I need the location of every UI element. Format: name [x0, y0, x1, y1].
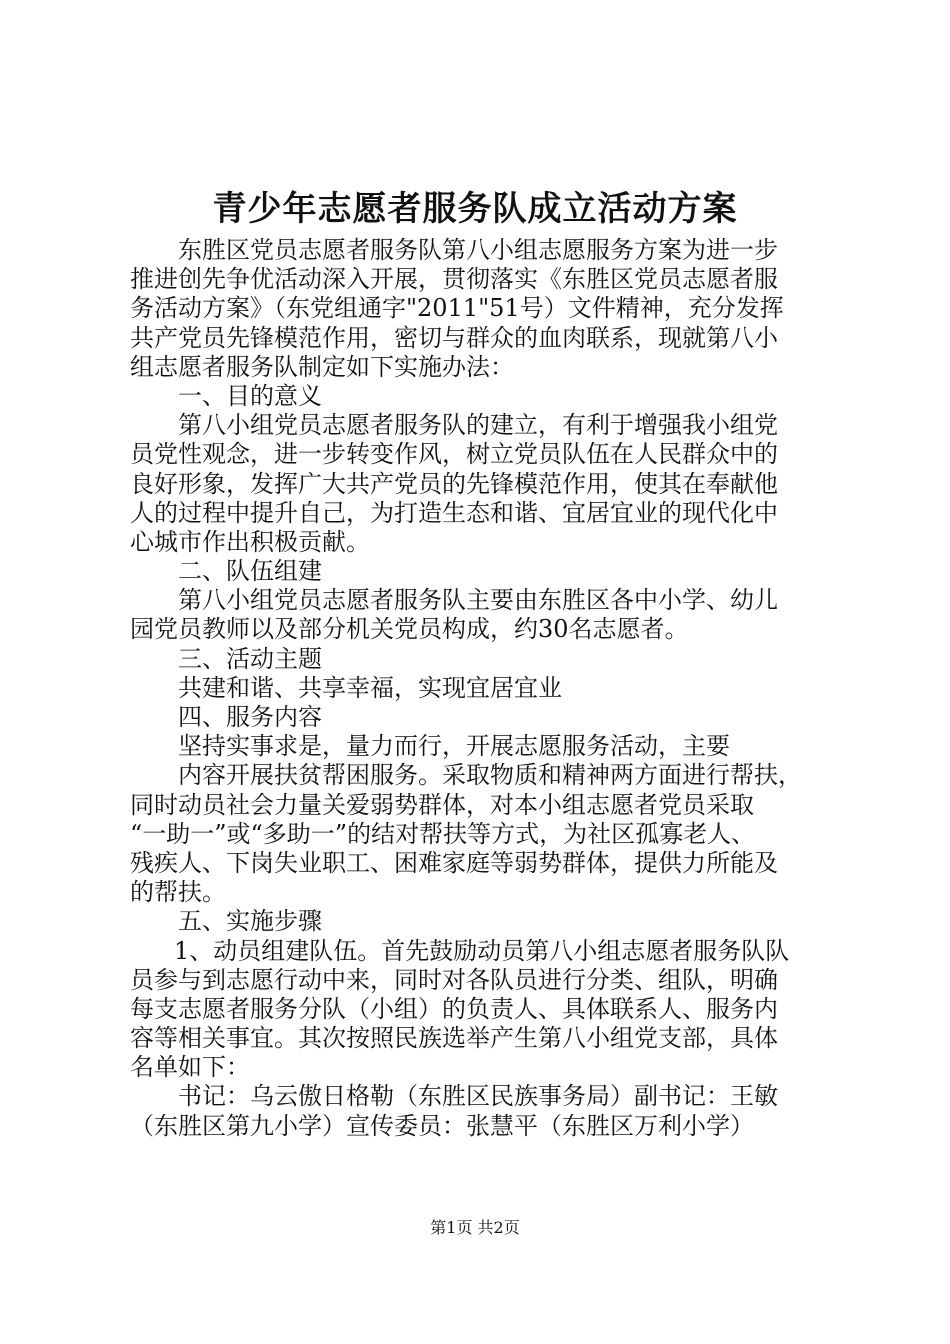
text-line: 组志愿者服务队制定如下实施办法：: [130, 352, 514, 381]
section-heading: 二、队伍组建: [178, 557, 322, 586]
text-line: 园党员教师以及部分机关党员构成，约30名志愿者。: [130, 615, 689, 644]
text-line: 残疾人、下岗失业职工、困难家庭等弱势群体，提供力所能及: [130, 848, 778, 877]
document-title: 青少年志愿者服务队成立活动方案: [212, 189, 738, 229]
text-line: 内容开展扶贫帮困服务。采取物质和精神两方面进行帮扶，: [178, 761, 802, 790]
text-line: 名单如下：: [130, 1053, 250, 1082]
text-line: 人的过程中提升自己，为打造生态和谐、宜居宜业的现代化中: [130, 498, 778, 527]
text-line: 容等相关事宜。其次按照民族选举产生第八小组党支部，具体: [130, 1024, 778, 1053]
text-line: 东胜区党员志愿者服务队第八小组志愿服务方案为进一步: [178, 236, 778, 264]
text-line: 员参与到志愿行动中来，同时对各队员进行分类、组队，明确: [130, 965, 778, 994]
text-line: 的帮扶。: [130, 878, 226, 907]
text-line: 1、动员组建队伍。首先鼓励动员第八小组志愿者服务队队: [174, 936, 790, 965]
text-line: 第八小组党员志愿者服务队主要由东胜区各中小学、幼儿: [178, 586, 778, 615]
text-line: 同时动员社会力量关爱弱势群体，对本小组志愿者党员采取: [130, 790, 754, 819]
text-line: 共产党员先锋模范作用，密切与群众的血肉联系，现就第八小: [130, 323, 778, 352]
text-line: 第八小组党员志愿者服务队的建立，有利于增强我小组党: [178, 411, 778, 440]
section-heading: 三、活动主题: [178, 644, 322, 673]
text-line: 员党性观念，进一步转变作风，树立党员队伍在人民群众中的: [130, 440, 778, 469]
text-line: 务活动方案》（东党组通字"2011"51号）文件精神，充分发挥: [130, 294, 784, 323]
section-heading: 四、服务内容: [178, 703, 322, 731]
section-heading: 一、目的意义: [178, 381, 322, 410]
text-line: 推进创先争优活动深入开展，贯彻落实《东胜区党员志愿者服: [130, 265, 778, 294]
section-heading: 五、实施步骤: [178, 907, 322, 936]
document-body: [130, 236, 830, 1141]
text-line: 坚持实事求是，量力而行，开展志愿服务活动，主要: [178, 732, 730, 761]
page-number-footer: 第1页 共2页: [430, 1218, 520, 1237]
text-line: 心城市作出积极贡献。: [130, 527, 370, 556]
text-line: 共建和谐、共享幸福，实现宜居宜业: [178, 673, 562, 702]
text-line: 书记：乌云傲日格勒（东胜区民族事务局）副书记：王敏: [178, 1082, 778, 1111]
text-line: 每支志愿者服务分队（小组）的负责人、具体联系人、服务内: [130, 994, 778, 1023]
text-line: “一助一”或“多助一”的结对帮扶等方式，为社区孤寡老人、: [130, 819, 756, 848]
text-line: 良好形象，发挥广大共产党员的先锋模范作用，使其在奉献他: [130, 469, 778, 498]
text-line: （东胜区第九小学）宣传委员：张慧平（东胜区万利小学）: [130, 1111, 754, 1140]
